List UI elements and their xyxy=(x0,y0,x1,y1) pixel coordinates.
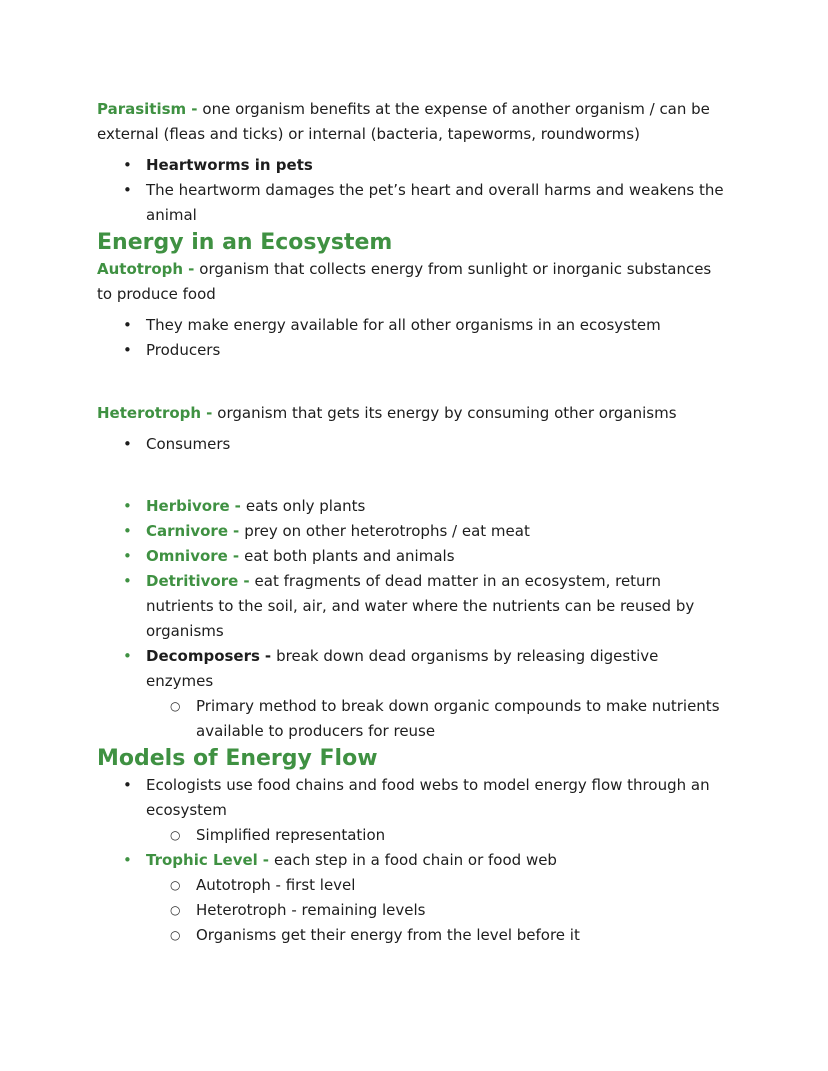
bullet-icon: • xyxy=(123,572,132,590)
bullet-text: Primary method to break down organic compounds to make nutrients available to producers for reuse xyxy=(196,697,720,740)
bullet-text: They make energy available for all other organisms in an ecosystem xyxy=(146,316,661,334)
bullet-text: The heartworm damages the pet’s heart and overall harms and weakens the animal xyxy=(146,181,724,224)
trophic-level-definition: each step in a food chain or food web xyxy=(274,851,557,869)
hollow-bullet-icon: ○ xyxy=(170,699,181,713)
term-omnivore: Omnivore xyxy=(146,547,228,565)
bullet-text: Autotroph - first level xyxy=(196,876,356,894)
list-item-producers xyxy=(97,338,730,363)
list-item-decomposers xyxy=(97,644,730,694)
hollow-bullet-icon: ○ xyxy=(170,878,181,892)
bullet-text xyxy=(146,644,730,694)
bullet-text: Simplified representation xyxy=(196,826,386,844)
bullet-icon: • xyxy=(123,435,132,453)
bullet-text xyxy=(146,569,730,644)
list-item-heterotroph-remaining-levels xyxy=(97,898,730,923)
bullet-text xyxy=(146,544,730,569)
heterotroph-definition: organism that gets its energy by consuming other organisms xyxy=(217,404,677,422)
dash-separator: - xyxy=(188,260,195,278)
decomposers-definition: break down dead organisms by releasing digestive enzymes xyxy=(146,647,659,690)
bullet-icon: • xyxy=(123,316,132,334)
dash-separator: - xyxy=(206,404,213,422)
list-item-detritivore xyxy=(97,569,730,644)
bullet-text xyxy=(146,494,730,519)
herbivore-definition: eats only plants xyxy=(245,497,366,515)
bullet-icon: • xyxy=(123,851,132,869)
term-decomposers: Decomposers xyxy=(146,647,260,665)
parasitism-definition: one organism benefits at the expense of another organism / can be external (fleas and ticks) or internal (bacteria, tapeworms, roundworms) xyxy=(97,100,710,143)
bullet-icon: • xyxy=(123,497,132,515)
bullet-icon: • xyxy=(123,522,132,540)
heterotroph-line xyxy=(97,401,730,426)
list-item-simplified-representation xyxy=(97,823,730,848)
term-detritivore: Detritivore xyxy=(146,572,239,590)
bullet-icon: • xyxy=(123,156,132,174)
term-carnivore: Carnivore xyxy=(146,522,229,540)
parasitism-line xyxy=(97,97,730,147)
dash-separator: - xyxy=(191,100,198,118)
list-item-energy-available xyxy=(97,313,730,338)
hollow-bullet-icon: ○ xyxy=(170,903,181,917)
bullet-icon: • xyxy=(123,647,132,665)
detritivore-definition: eat fragments of dead matter in an ecosystem, return nutrients to the soil, air, and water where the nutrients can be reused by organisms xyxy=(146,572,695,640)
bullet-text xyxy=(146,848,730,873)
heading-models-of-energy-flow: Models of Energy Flow xyxy=(97,746,378,771)
bullet-text xyxy=(146,519,730,544)
list-item-herbivore xyxy=(97,494,730,519)
autotroph-line xyxy=(97,257,730,307)
omnivore-definition: eat both plants and animals xyxy=(244,547,455,565)
term-herbivore: Herbivore xyxy=(146,497,230,515)
bullet-icon: • xyxy=(123,181,132,199)
term-heterotroph: Heterotroph xyxy=(97,404,202,422)
bullet-text: Organisms get their energy from the level before it xyxy=(196,926,580,944)
list-item-decomposers-detail xyxy=(97,694,730,744)
list-item-omnivore xyxy=(97,544,730,569)
dash-separator: - xyxy=(243,572,250,590)
bullet-icon: • xyxy=(123,776,132,794)
list-item-ecologists xyxy=(97,773,730,823)
term-autotroph: Autotroph xyxy=(97,260,184,278)
list-item-heartworms xyxy=(97,153,730,178)
dash-separator: - xyxy=(232,547,240,565)
list-item-energy-from-level-before xyxy=(97,923,730,948)
bullet-icon: • xyxy=(123,547,132,565)
dash-separator: - xyxy=(262,851,270,869)
bullet-text: Producers xyxy=(146,341,221,359)
dash-separator: - xyxy=(233,522,240,540)
bullet-text: Heterotroph - remaining levels xyxy=(196,901,426,919)
bullet-text: Heartworms in pets xyxy=(146,156,313,174)
list-item-trophic-level xyxy=(97,848,730,873)
bullet-icon: • xyxy=(123,341,132,359)
list-item-consumers xyxy=(97,432,730,457)
carnivore-definition: prey on other heterotrophs / eat meat xyxy=(244,522,530,540)
list-item-heartworm-damage xyxy=(97,178,730,228)
list-item-carnivore xyxy=(97,519,730,544)
hollow-bullet-icon: ○ xyxy=(170,828,181,842)
term-parasitism: Parasitism xyxy=(97,100,187,118)
term-trophic-level: Trophic Level xyxy=(146,851,258,869)
dash-separator: - xyxy=(264,647,272,665)
autotroph-definition: organism that collects energy from sunlight or inorganic substances to produce food xyxy=(97,260,712,303)
hollow-bullet-icon: ○ xyxy=(170,928,181,942)
dash-separator: - xyxy=(234,497,241,515)
heading-energy-in-an-ecosystem: Energy in an Ecosystem xyxy=(97,230,393,255)
bullet-text: Consumers xyxy=(146,435,231,453)
list-item-autotroph-first-level xyxy=(97,873,730,898)
bullet-text: Ecologists use food chains and food webs to model energy flow through an ecosystem xyxy=(146,776,710,819)
